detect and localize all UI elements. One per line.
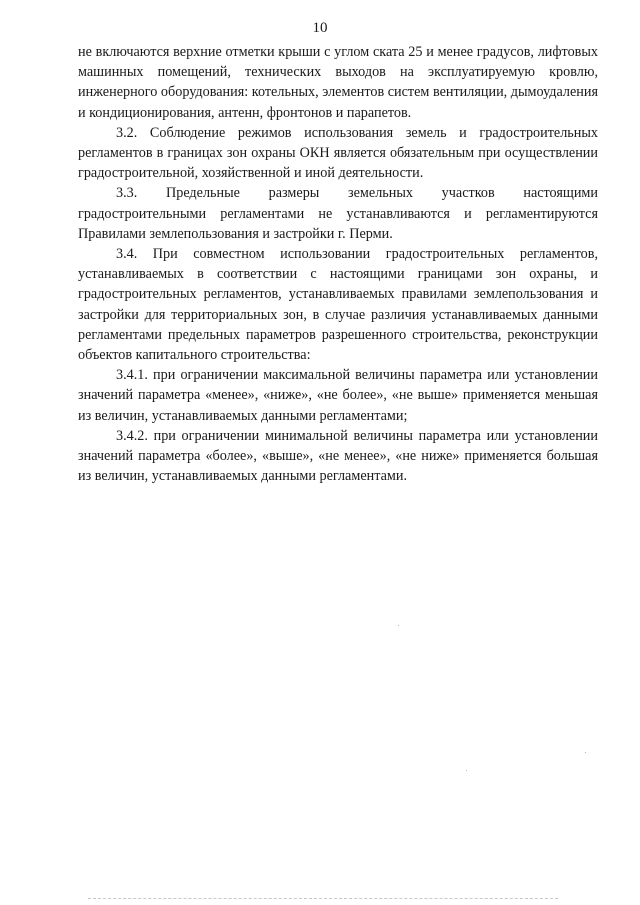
paragraph-3-4-1: 3.4.1. при ограничении максимальной величины параметра или установлении значений параметра «менее», «ниже», «не более», «не выше» применяется меньшая из величин, устанавливаемых данными регламентами; (78, 367, 598, 424)
scan-artifact-line (88, 898, 558, 899)
paragraph-3-4-2: 3.4.2. при ограничении минимальной величины параметра или установлении значений параметра «более», «выше», «не менее», «не ниже» применяется большая из величин, устанавливаемых данными регламентами. (78, 427, 598, 485)
paragraph-3-2: 3.2. Соблюдение режимов использования земель и градостроительных регламентов в границах зон охраны ОКН является обязательным при осуществлении градостроительной, хозяйственной и иной деятельности. (78, 124, 598, 182)
page-number: 10 (312, 20, 328, 36)
paragraph-3-3: 3.3. Предельные размеры земельных участков настоящими градостроительными регламентами не устанавливаются и регламентируются Правилами землепользования и застройки г. Перми. (78, 185, 598, 242)
paragraph-continuation: не включаются верхние отметки крыши с углом ската 25 и менее градусов, лифтовых машинных помещений, технических выходов на эксплуатируемую кровлю, инженерного оборудования: котельных, элементов систем вентиляции, дымоудаления и кондиционирования, антенн, фронтонов и парапетов. (78, 44, 598, 121)
document-body (78, 42, 598, 486)
scan-speck (466, 770, 467, 771)
scan-speck (585, 752, 586, 753)
scan-speck (398, 625, 399, 626)
paragraph-3-4: 3.4. При совместном использовании градостроительных регламентов, устанавливаемых в соответствии с настоящими границами зон охраны, и градостроительных регламентов, устанавливаемых правилами землепользования и застройки для территориальных зон, в случае различия устанавливаемых данными регламентами предельных параметров разрешенного строительства, реконструкции объектов капитального строительства: (78, 246, 598, 364)
